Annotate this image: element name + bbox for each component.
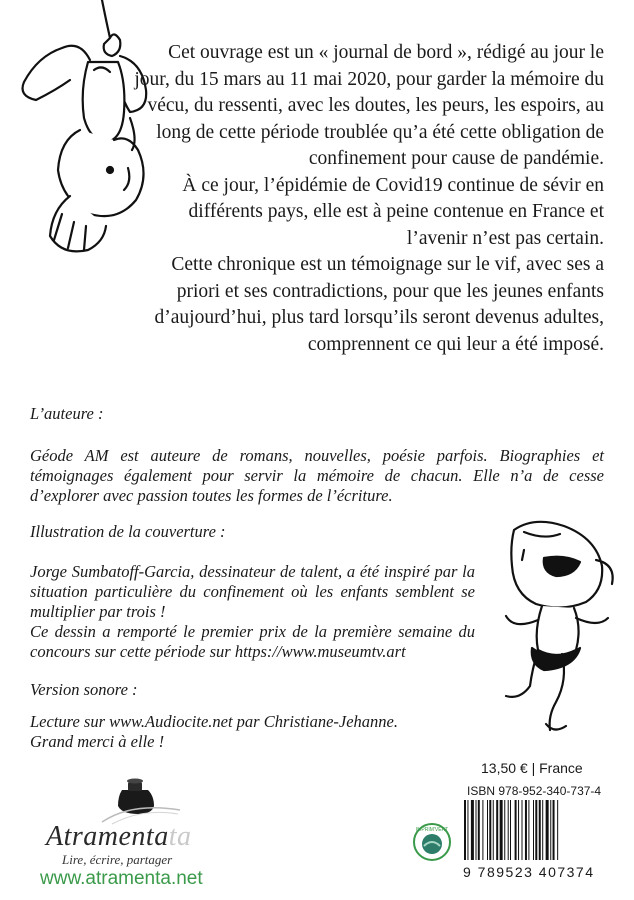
inkwell-quill-icon bbox=[92, 766, 182, 826]
illustration-paragraph-1: Jorge Sumbatoff-Garcia, dessinateur de talent, a été inspiré par la situation particulière du confinement où les enfants semblent se multiplier par trois ! bbox=[30, 562, 475, 621]
barcode-bar bbox=[478, 800, 480, 860]
barcode-bar bbox=[500, 800, 503, 860]
barcode-bar bbox=[464, 800, 466, 860]
intro-paragraph-1: Cet ouvrage est un « journal de bord », rédigé au jour le jour, du 15 mars au 11 mai 2020, pour garder la mémoire du vécu, du ressenti, avec les doutes, les peurs, les espoirs, au long de cette période troublée qu’a été cette obligation de confinement pour cause de pandémie. bbox=[134, 42, 604, 169]
barcode-bar bbox=[546, 800, 549, 860]
barcode-bar bbox=[476, 800, 477, 860]
audio-paragraph-1: Lecture sur www.Audiocite.net par Christiane-Jehanne. bbox=[30, 712, 398, 731]
audio-heading: Version sonore : bbox=[30, 680, 138, 699]
illustration-paragraph-2: Ce dessin a remporté le premier prix de la première semaine du concours sur cette période sur https://www.museumtv.art bbox=[30, 622, 475, 661]
intro-paragraph-2: À ce jour, l’épidémie de Covid19 continue de sévir en différents pays, elle est à peine contenue en France et l’avenir n’est pas certain. bbox=[182, 174, 604, 249]
publisher-name-ghost: ta bbox=[168, 821, 192, 852]
barcode-bar bbox=[471, 800, 474, 860]
illustration-heading: Illustration de la couverture : bbox=[30, 522, 226, 541]
barcode-bar bbox=[504, 800, 505, 860]
author-paragraph: Géode AM est auteure de romans, nouvelles, poésie parfois. Biographies et témoignages également pour servir la mémoire de chacun. Elle n’a de cesse d’explorer avec passion toutes les formes de l’écriture. bbox=[30, 446, 604, 505]
barcode-bar bbox=[542, 800, 543, 860]
publisher-tagline: Lire, écrire, partager bbox=[62, 852, 173, 867]
barcode-bar bbox=[496, 800, 498, 860]
barcode-bar bbox=[515, 800, 517, 860]
barcode-bar bbox=[535, 800, 537, 860]
barcode-digits: 9 789523 407374 bbox=[463, 864, 595, 880]
barcode-bar bbox=[510, 800, 511, 860]
barcode-bar bbox=[487, 800, 488, 860]
barcode-bar bbox=[467, 800, 468, 860]
barcode-bar bbox=[528, 800, 529, 860]
barcode-bar bbox=[539, 800, 541, 860]
running-girl-illustration bbox=[484, 520, 624, 740]
barcode-bar bbox=[508, 800, 509, 860]
barcode-bar bbox=[550, 800, 551, 860]
barcode-bar bbox=[557, 800, 558, 860]
barcode-bar bbox=[553, 800, 555, 860]
barcode-bar bbox=[518, 800, 519, 860]
audio-paragraph-2: Grand merci à elle ! bbox=[30, 732, 165, 751]
illustration-text bbox=[30, 562, 475, 662]
author-text bbox=[30, 446, 604, 506]
intro-text bbox=[134, 40, 604, 358]
barcode-bar bbox=[489, 800, 491, 860]
imprim-vert-label: IMPRIM'VERT bbox=[415, 827, 449, 833]
price-label: 13,50 € | France bbox=[481, 760, 583, 776]
barcode-bar bbox=[482, 800, 483, 860]
publisher-name: Atramenta bbox=[46, 821, 169, 852]
intro-paragraph-3: Cette chronique est un témoignage sur le vif, avec ses a priori et ses contradictions, pour que les jeunes enfants d’aujourd’hui, plus tard lorsqu’ils seront devenus adultes, comprennent ce qui leur a été imposé. bbox=[154, 254, 604, 355]
audio-text bbox=[30, 712, 510, 752]
publisher-logo-text bbox=[46, 821, 192, 853]
isbn-label: ISBN 978-952-340-737-4 bbox=[467, 784, 602, 798]
barcode-bar bbox=[493, 800, 494, 860]
barcode-bar bbox=[533, 800, 534, 860]
barcode bbox=[460, 800, 600, 862]
author-heading: L’auteure : bbox=[30, 404, 104, 423]
publisher-website-link[interactable]: www.atramenta.net bbox=[40, 868, 203, 889]
imprim-vert-badge bbox=[412, 822, 452, 862]
barcode-bar bbox=[525, 800, 527, 860]
barcode-bar bbox=[522, 800, 523, 860]
